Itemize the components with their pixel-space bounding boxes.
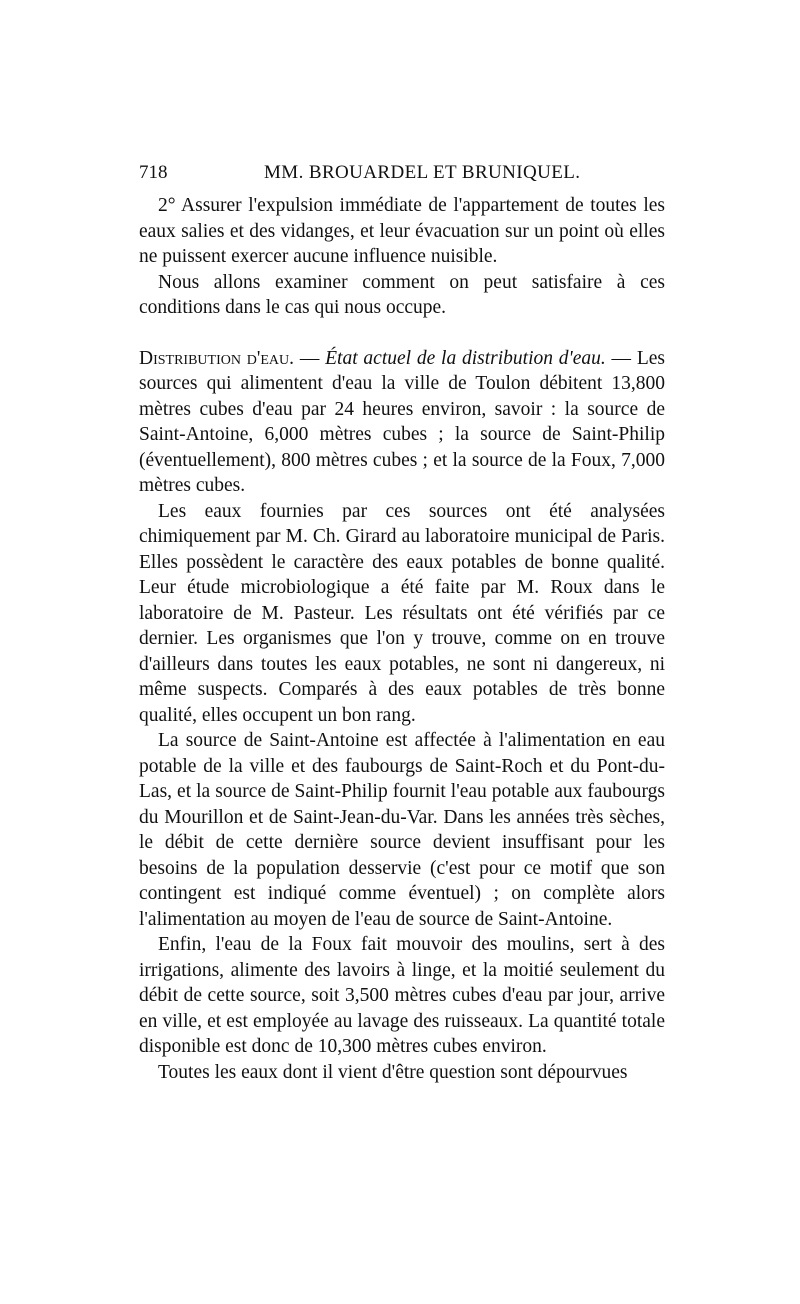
paragraph: Toutes les eaux dont il vient d'être question sont dépourvues: [158, 1061, 628, 1083]
paragraph: Les eaux fournies par ces sources ont été analysées chimiquement par M. Ch. Girard au laboratoire municipal de Paris. Elles possèdent le caractère des eaux potables de bonne qualité. Leur étude microbiologique a été faite par M. Roux dans le laboratoire de M. Pasteur. Les résultats ont été vérifiés par ce dernier. Les organismes que l'on y trouve, comme on en trouve d'ailleurs dans toutes les eaux potables, ne sont ni dangereux, ni même suspects. Comparés à des eaux potables de très bonne qualité, elles occupent un bon rang.: [139, 500, 665, 726]
section-text: — Les sources qui alimentent d'eau la ville de Toulon débitent 13,800 mètres cubes d'eau par 24 heures environ, savoir : la source de Saint-Antoine, 6,000 mètres cubes ; la source de Saint-Philip (éventuellement), 800 mètres cubes ; et la source de la Foux, 7,000 mètres cubes.: [139, 347, 666, 496]
page-number: 718: [139, 162, 168, 183]
paragraph: 2° Assurer l'expulsion immédiate de l'appartement de toutes les eaux salies et des vidanges, et leur évacuation sur un point où elles ne puissent exercer aucune influence nuisible.: [139, 195, 665, 267]
running-head: [139, 158, 665, 188]
section-separator: —: [294, 347, 326, 369]
running-title: MM. BROUARDEL ET BRUNIQUEL.: [264, 162, 581, 183]
section-subheading: État actuel de la distribution d'eau.: [325, 347, 606, 369]
section-paragraph: [139, 346, 665, 499]
paragraph: La source de Saint-Antoine est affectée à l'alimentation en eau potable de la ville et des faubourgs de Saint-Roch et du Pont-du-Las, et la source de Saint-Philip fournit l'eau potable aux faubourgs du Mourillon et de Saint-Jean-du-Var. Dans les années très sèches, le débit de cette dernière source devient insuffisant pour les besoins de la population desservie (c'est pour ce motif que son contingent est indiqué comme éventuel) ; on complète alors l'alimentation au moyen de l'eau de source de Saint-Antoine.: [139, 730, 665, 930]
section-heading: Distribution d'eau.: [139, 347, 295, 369]
paragraph: Nous allons examiner comment on peut satisfaire à ces conditions dans le cas qui nous occupe.: [139, 271, 665, 318]
paragraph: Enfin, l'eau de la Foux fait mouvoir des moulins, sert à des irrigations, alimente des lavoirs à linge, et la moitié seulement du débit de cette source, soit 3,500 mètres cubes d'eau par jour, arrive en ville, et est employée au lavage des ruisseaux. La quantité totale disponible est donc de 10,300 mètres cubes environ.: [139, 934, 665, 1057]
body-text: [139, 193, 665, 1085]
